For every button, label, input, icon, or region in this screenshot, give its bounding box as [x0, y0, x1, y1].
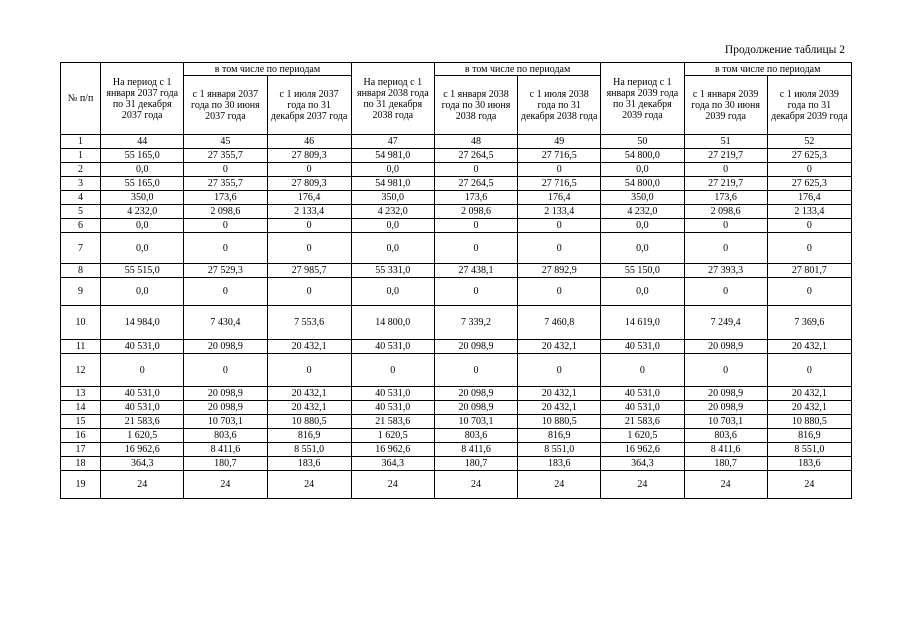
value-cell: 2 098,6	[684, 205, 767, 219]
table-row	[61, 278, 852, 306]
value-cell: 55 150,0	[601, 264, 684, 278]
value-cell: 0,0	[101, 233, 184, 264]
value-cell: 40 531,0	[351, 340, 434, 354]
value-cell: 0	[184, 163, 267, 177]
data-table	[60, 62, 852, 499]
value-cell: 2 098,6	[434, 205, 517, 219]
column-number-cell: 50	[601, 135, 684, 149]
value-cell: 0,0	[351, 219, 434, 233]
table-row	[61, 177, 852, 191]
value-cell: 0	[184, 233, 267, 264]
column-number-cell: 44	[101, 135, 184, 149]
value-cell: 40 531,0	[601, 401, 684, 415]
table-row	[61, 471, 852, 499]
table-row	[61, 191, 852, 205]
value-cell: 803,6	[434, 429, 517, 443]
column-number-cell: 45	[184, 135, 267, 149]
value-cell: 10 703,1	[684, 415, 767, 429]
value-cell: 24	[351, 471, 434, 499]
value-cell: 0	[518, 219, 601, 233]
value-cell: 20 098,9	[434, 387, 517, 401]
value-cell: 54 800,0	[601, 177, 684, 191]
value-cell: 54 981,0	[351, 177, 434, 191]
value-cell: 1 620,5	[601, 429, 684, 443]
value-cell: 0	[684, 219, 767, 233]
table-row	[61, 354, 852, 387]
value-cell: 0	[684, 163, 767, 177]
table-row	[61, 443, 852, 457]
value-cell: 40 531,0	[101, 401, 184, 415]
value-cell: 0	[684, 233, 767, 264]
value-cell: 0	[267, 163, 351, 177]
value-cell: 20 432,1	[267, 401, 351, 415]
header-period-2039: На период с 1 января 2039 года по 31 декабря 2039 года	[601, 63, 684, 135]
header-incl-periods-2038: в том числе по периодам	[434, 63, 600, 76]
column-number-cell: 47	[351, 135, 434, 149]
value-cell: 7 369,6	[767, 306, 851, 340]
value-cell: 1 620,5	[351, 429, 434, 443]
value-cell: 20 432,1	[267, 387, 351, 401]
value-cell: 20 098,9	[684, 340, 767, 354]
value-cell: 0,0	[101, 219, 184, 233]
header-period-2037: На период с 1 января 2037 года по 31 декабря 2037 года	[101, 63, 184, 135]
value-cell: 350,0	[101, 191, 184, 205]
value-cell: 0	[684, 354, 767, 387]
value-cell: 40 531,0	[601, 387, 684, 401]
value-cell: 173,6	[684, 191, 767, 205]
row-number-cell: 18	[61, 457, 101, 471]
value-cell: 10 880,5	[518, 415, 601, 429]
value-cell: 10 703,1	[434, 415, 517, 429]
value-cell: 0	[267, 233, 351, 264]
column-number-cell: 48	[434, 135, 517, 149]
table-row	[61, 264, 852, 278]
table-row	[61, 205, 852, 219]
value-cell: 180,7	[184, 457, 267, 471]
value-cell: 14 800,0	[351, 306, 434, 340]
value-cell: 10 703,1	[184, 415, 267, 429]
value-cell: 8 411,6	[184, 443, 267, 457]
row-number-cell: 8	[61, 264, 101, 278]
value-cell: 0,0	[101, 163, 184, 177]
value-cell: 24	[267, 471, 351, 499]
value-cell: 0	[434, 354, 517, 387]
value-cell: 27 625,3	[767, 177, 851, 191]
value-cell: 4 232,0	[601, 205, 684, 219]
value-cell: 180,7	[684, 457, 767, 471]
value-cell: 350,0	[351, 191, 434, 205]
value-cell: 183,6	[518, 457, 601, 471]
value-cell: 0	[518, 278, 601, 306]
value-cell: 8 411,6	[684, 443, 767, 457]
table-row	[61, 415, 852, 429]
header-h2-2037: с 1 июля 2037 года по 31 декабря 2037 года	[267, 76, 351, 135]
value-cell: 55 165,0	[101, 149, 184, 163]
value-cell: 8 411,6	[434, 443, 517, 457]
value-cell: 0	[267, 354, 351, 387]
value-cell: 0	[434, 219, 517, 233]
table-row	[61, 387, 852, 401]
value-cell: 20 432,1	[767, 387, 851, 401]
row-number-cell: 9	[61, 278, 101, 306]
value-cell: 27 264,5	[434, 149, 517, 163]
value-cell: 40 531,0	[351, 387, 434, 401]
row-number-cell: 17	[61, 443, 101, 457]
value-cell: 0	[601, 354, 684, 387]
value-cell: 20 432,1	[518, 387, 601, 401]
value-cell: 816,9	[767, 429, 851, 443]
value-cell: 55 331,0	[351, 264, 434, 278]
value-cell: 183,6	[767, 457, 851, 471]
value-cell: 20 098,9	[184, 340, 267, 354]
value-cell: 176,4	[767, 191, 851, 205]
value-cell: 4 232,0	[101, 205, 184, 219]
value-cell: 7 430,4	[184, 306, 267, 340]
value-cell: 0	[767, 278, 851, 306]
value-cell: 16 962,6	[601, 443, 684, 457]
table-row	[61, 233, 852, 264]
table-row	[61, 306, 852, 340]
header-row-number: № п/п	[61, 63, 101, 135]
value-cell: 7 460,8	[518, 306, 601, 340]
value-cell: 54 800,0	[601, 149, 684, 163]
value-cell: 0	[434, 278, 517, 306]
value-cell: 20 432,1	[767, 401, 851, 415]
value-cell: 0	[267, 278, 351, 306]
value-cell: 14 619,0	[601, 306, 684, 340]
value-cell: 24	[101, 471, 184, 499]
header-period-2038: На период с 1 января 2038 года по 31 декабря 2038 года	[351, 63, 434, 135]
value-cell: 27 892,9	[518, 264, 601, 278]
row-number-cell: 7	[61, 233, 101, 264]
value-cell: 0,0	[351, 163, 434, 177]
value-cell: 2 133,4	[767, 205, 851, 219]
header-h1-2039: с 1 января 2039 года по 30 июня 2039 года	[684, 76, 767, 135]
value-cell: 803,6	[684, 429, 767, 443]
value-cell: 55 165,0	[101, 177, 184, 191]
value-cell: 816,9	[267, 429, 351, 443]
value-cell: 183,6	[267, 457, 351, 471]
value-cell: 20 432,1	[267, 340, 351, 354]
value-cell: 816,9	[518, 429, 601, 443]
table-row	[61, 457, 852, 471]
value-cell: 21 583,6	[351, 415, 434, 429]
value-cell: 24	[767, 471, 851, 499]
header-h1-2038: с 1 января 2038 года по 30 июня 2038 года	[434, 76, 517, 135]
row-number-cell: 10	[61, 306, 101, 340]
value-cell: 20 432,1	[767, 340, 851, 354]
value-cell: 4 232,0	[351, 205, 434, 219]
value-cell: 364,3	[101, 457, 184, 471]
header-incl-periods-2039: в том числе по периодам	[684, 63, 851, 76]
column-number-cell: 49	[518, 135, 601, 149]
value-cell: 27 438,1	[434, 264, 517, 278]
table-row	[61, 149, 852, 163]
value-cell: 176,4	[267, 191, 351, 205]
row-number-cell: 2	[61, 163, 101, 177]
row-number-cell: 11	[61, 340, 101, 354]
value-cell: 0	[767, 233, 851, 264]
value-cell: 20 098,9	[684, 401, 767, 415]
value-cell: 27 355,7	[184, 149, 267, 163]
value-cell: 20 098,9	[184, 401, 267, 415]
value-cell: 0,0	[351, 278, 434, 306]
value-cell: 20 098,9	[434, 401, 517, 415]
value-cell: 0	[684, 278, 767, 306]
column-number-cell: 51	[684, 135, 767, 149]
value-cell: 0	[518, 354, 601, 387]
value-cell: 0	[434, 233, 517, 264]
value-cell: 0	[518, 233, 601, 264]
column-number-cell: 52	[767, 135, 851, 149]
value-cell: 27 529,3	[184, 264, 267, 278]
value-cell: 27 355,7	[184, 177, 267, 191]
value-cell: 7 339,2	[434, 306, 517, 340]
value-cell: 40 531,0	[101, 387, 184, 401]
row-number-cell: 4	[61, 191, 101, 205]
value-cell: 2 098,6	[184, 205, 267, 219]
value-cell: 24	[601, 471, 684, 499]
value-cell: 2 133,4	[267, 205, 351, 219]
value-cell: 8 551,0	[267, 443, 351, 457]
row-number-cell: 1	[61, 149, 101, 163]
value-cell: 176,4	[518, 191, 601, 205]
value-cell: 21 583,6	[101, 415, 184, 429]
value-cell: 8 551,0	[767, 443, 851, 457]
value-cell: 27 625,3	[767, 149, 851, 163]
value-cell: 20 098,9	[434, 340, 517, 354]
value-cell: 350,0	[601, 191, 684, 205]
value-cell: 0,0	[601, 163, 684, 177]
value-cell: 0	[184, 278, 267, 306]
value-cell: 20 432,1	[518, 340, 601, 354]
value-cell: 24	[184, 471, 267, 499]
header-h1-2037: с 1 января 2037 года по 30 июня 2037 года	[184, 76, 267, 135]
value-cell: 10 880,5	[767, 415, 851, 429]
value-cell: 20 432,1	[518, 401, 601, 415]
row-number-cell: 15	[61, 415, 101, 429]
header-row-main	[61, 63, 852, 76]
value-cell: 1 620,5	[101, 429, 184, 443]
value-cell: 27 716,5	[518, 177, 601, 191]
table-row	[61, 340, 852, 354]
value-cell: 0	[101, 354, 184, 387]
value-cell: 27 716,5	[518, 149, 601, 163]
value-cell: 0	[267, 219, 351, 233]
value-cell: 27 809,3	[267, 177, 351, 191]
value-cell: 0	[518, 163, 601, 177]
value-cell: 8 551,0	[518, 443, 601, 457]
value-cell: 27 985,7	[267, 264, 351, 278]
value-cell: 24	[434, 471, 517, 499]
value-cell: 20 098,9	[684, 387, 767, 401]
table-row	[61, 219, 852, 233]
value-cell: 364,3	[601, 457, 684, 471]
value-cell: 0,0	[601, 233, 684, 264]
column-number-cell: 1	[61, 135, 101, 149]
value-cell: 173,6	[434, 191, 517, 205]
column-number-cell: 46	[267, 135, 351, 149]
value-cell: 24	[684, 471, 767, 499]
value-cell: 21 583,6	[601, 415, 684, 429]
row-number-cell: 19	[61, 471, 101, 499]
value-cell: 0,0	[601, 219, 684, 233]
row-number-cell: 5	[61, 205, 101, 219]
row-number-cell: 13	[61, 387, 101, 401]
table-row	[61, 163, 852, 177]
value-cell: 0	[767, 219, 851, 233]
value-cell: 173,6	[184, 191, 267, 205]
value-cell: 10 880,5	[267, 415, 351, 429]
value-cell: 27 219,7	[684, 149, 767, 163]
value-cell: 27 809,3	[267, 149, 351, 163]
value-cell: 27 264,5	[434, 177, 517, 191]
value-cell: 27 219,7	[684, 177, 767, 191]
value-cell: 40 531,0	[351, 401, 434, 415]
value-cell: 54 981,0	[351, 149, 434, 163]
value-cell: 40 531,0	[601, 340, 684, 354]
value-cell: 55 515,0	[101, 264, 184, 278]
value-cell: 14 984,0	[101, 306, 184, 340]
value-cell: 180,7	[434, 457, 517, 471]
header-h2-2038: с 1 июля 2038 года по 31 декабря 2038 года	[518, 76, 601, 135]
value-cell: 0	[184, 354, 267, 387]
value-cell: 27 801,7	[767, 264, 851, 278]
value-cell: 7 553,6	[267, 306, 351, 340]
value-cell: 0	[184, 219, 267, 233]
value-cell: 27 393,3	[684, 264, 767, 278]
value-cell: 0,0	[101, 278, 184, 306]
value-cell: 16 962,6	[351, 443, 434, 457]
value-cell: 0	[351, 354, 434, 387]
value-cell: 0,0	[601, 278, 684, 306]
table-row	[61, 401, 852, 415]
row-number-cell: 14	[61, 401, 101, 415]
table-caption: Продолжение таблицы 2	[724, 44, 845, 56]
value-cell: 0	[767, 163, 851, 177]
value-cell: 20 098,9	[184, 387, 267, 401]
value-cell: 0	[434, 163, 517, 177]
value-cell: 803,6	[184, 429, 267, 443]
value-cell: 40 531,0	[101, 340, 184, 354]
column-number-row	[61, 135, 852, 149]
header-incl-periods-2037: в том числе по периодам	[184, 63, 351, 76]
value-cell: 0,0	[351, 233, 434, 264]
row-number-cell: 3	[61, 177, 101, 191]
value-cell: 16 962,6	[101, 443, 184, 457]
value-cell: 7 249,4	[684, 306, 767, 340]
row-number-cell: 12	[61, 354, 101, 387]
value-cell: 0	[767, 354, 851, 387]
row-number-cell: 16	[61, 429, 101, 443]
table-row	[61, 429, 852, 443]
row-number-cell: 6	[61, 219, 101, 233]
header-h2-2039: с 1 июля 2039 года по 31 декабря 2039 года	[767, 76, 851, 135]
value-cell: 364,3	[351, 457, 434, 471]
value-cell: 24	[518, 471, 601, 499]
value-cell: 2 133,4	[518, 205, 601, 219]
